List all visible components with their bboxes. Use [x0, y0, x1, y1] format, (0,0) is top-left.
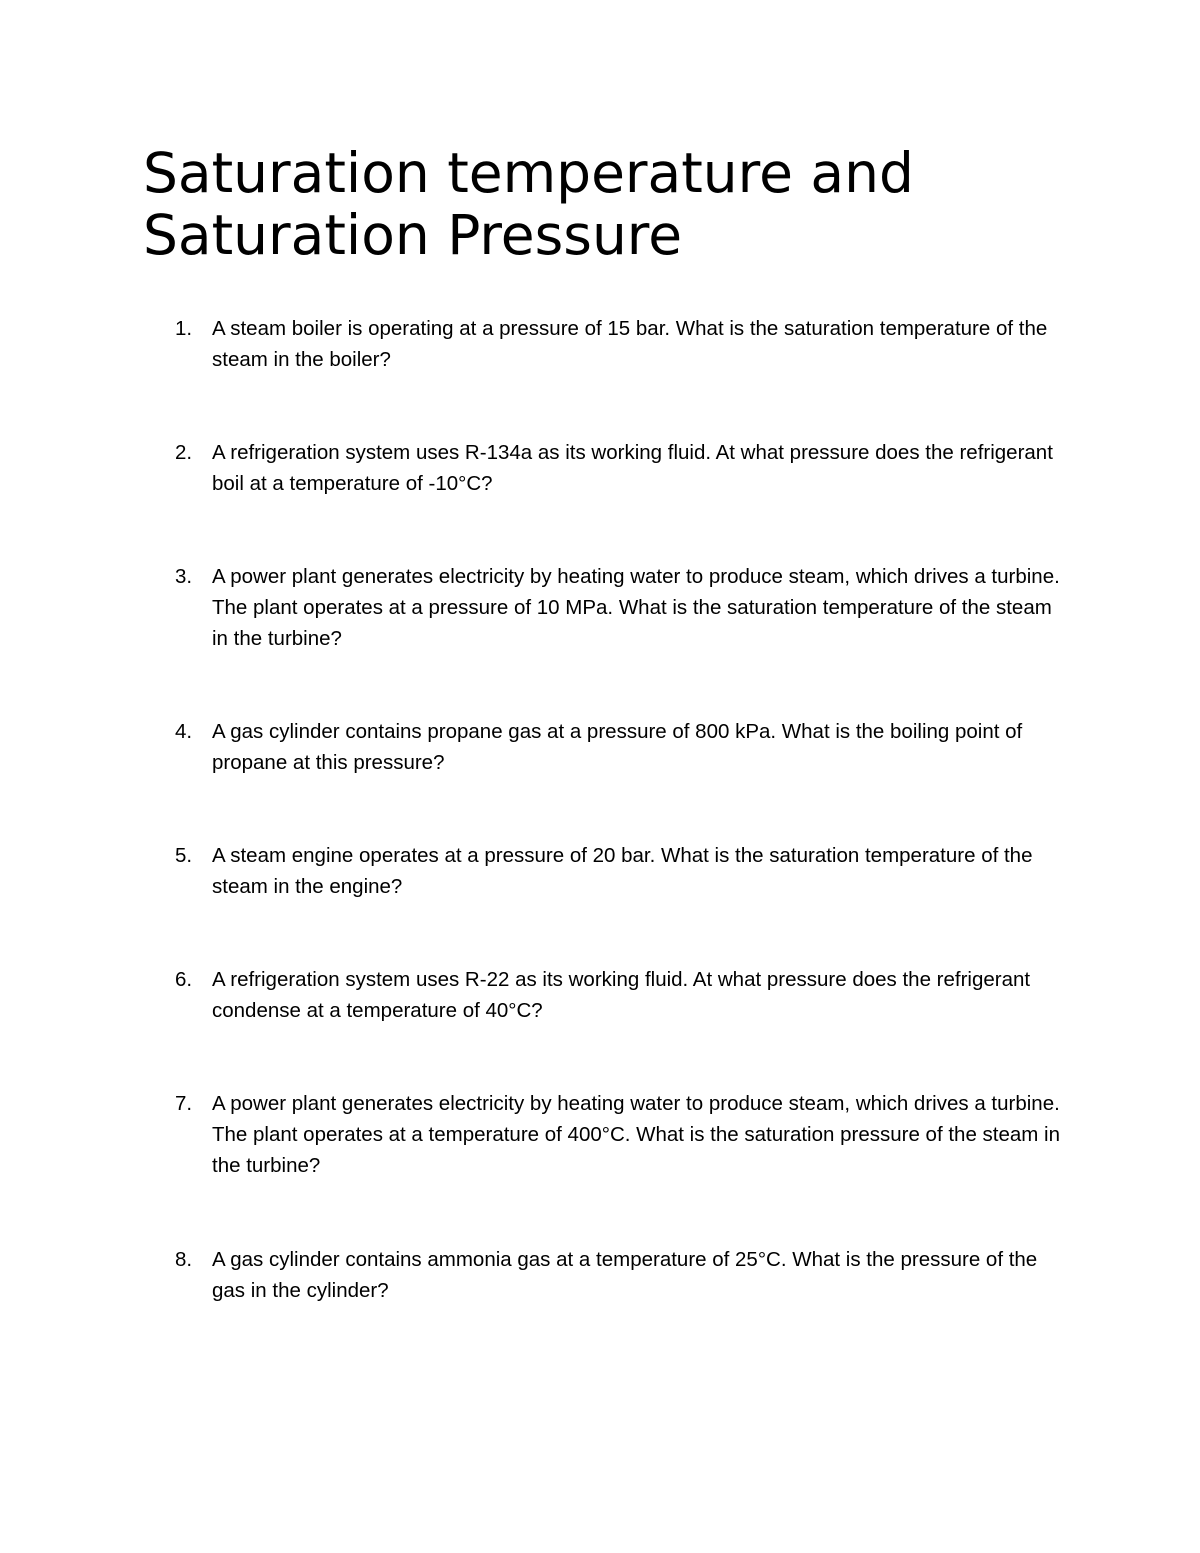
question-number: 5.	[175, 844, 193, 867]
question-text: A steam engine operates at a pressure of 20 bar. What is the saturation temperature of the steam in the engine?	[212, 844, 1033, 898]
question-text: A refrigeration system uses R-22 as its working fluid. At what pressure does the refrigerant condense at a temperature of 40°C?	[212, 968, 1031, 1022]
question-text: A gas cylinder contains ammonia gas at a temperature of 25°C. What is the pressure of the gas in the cylinder?	[212, 1248, 1038, 1302]
question-number: 8.	[175, 1248, 193, 1271]
question-text: A power plant generates electricity by heating water to produce steam, which drives a turbine. The plant operates at a pressure of 10 MPa. What is the saturation temperature of the steam in the turbine?	[212, 565, 1060, 650]
question-text: A steam boiler is operating at a pressure of 15 bar. What is the saturation temperature of the steam in the boiler?	[212, 317, 1048, 371]
page-title: Saturation temperature and Saturation Pressure	[143, 141, 914, 267]
question-number: 3.	[175, 565, 193, 588]
question-number: 7.	[175, 1092, 193, 1115]
question-text: A refrigeration system uses R-134a as its working fluid. At what pressure does the refrigerant boil at a temperature of -10°C?	[212, 441, 1053, 495]
question-number: 4.	[175, 720, 193, 743]
question-text: A power plant generates electricity by heating water to produce steam, which drives a turbine. The plant operates at a temperature of 400°C. What is the saturation pressure of the steam in the turbine?	[212, 1092, 1061, 1177]
question-number: 6.	[175, 968, 193, 991]
question-number: 2.	[175, 441, 193, 464]
question-text: A gas cylinder contains propane gas at a pressure of 800 kPa. What is the boiling point of propane at this pressure?	[212, 720, 1023, 774]
question-number: 1.	[175, 317, 193, 340]
